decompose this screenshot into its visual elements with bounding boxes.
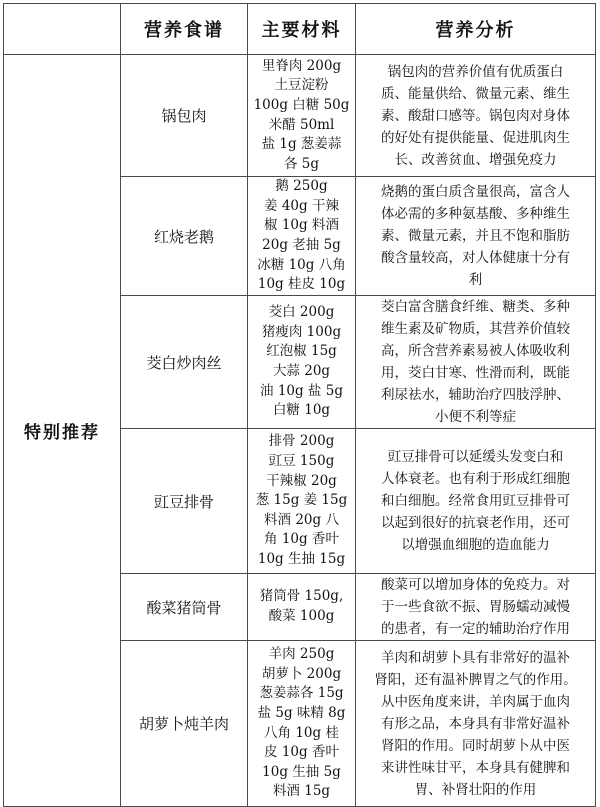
ingredient-line: 10g 桂皮 10g	[257, 276, 346, 293]
analysis-line: 体必需的多种氨基酸、多种维生	[381, 206, 570, 222]
ingredient-line: 排骨 200g	[268, 433, 335, 450]
analysis-line: 的好处有提供能量、促进肌肉生	[381, 129, 570, 146]
ingredient-line: 冰糖 10g 八角	[257, 256, 346, 273]
ingredient-line: 土豆淀粉	[274, 77, 329, 94]
ingredient-line: 猪筒骨 150g,	[259, 588, 344, 605]
ingredient-line: 胡萝卜 200g	[261, 665, 342, 682]
analysis-line: 有形之品，本身具有非常好温补	[381, 715, 570, 732]
analysis-line: 肾阳的作用。同时胡萝卜从中医	[381, 737, 570, 754]
analysis-line: 的患者，有一定的辅助治疗作用	[381, 621, 570, 637]
nutrition-recipe-table	[3, 3, 596, 807]
dish-name: 胡萝卜炖羊肉	[121, 641, 248, 807]
analysis-line: 素、微量元素，并且不饱和脂肪	[381, 228, 570, 244]
dish-name: 豇豆排骨	[121, 429, 248, 574]
ingredient-line: 茭白 200g	[268, 304, 335, 321]
header-recipe: 营养食谱	[121, 4, 248, 55]
ingredient-line: 米醋 50ml	[268, 116, 335, 133]
dish-name: 茭白炒肉丝	[121, 296, 248, 429]
ingredient-line: 红泡椒 15g	[266, 343, 337, 360]
analysis-line: 烧鹅的蛋白质含量很高，富含人	[381, 184, 570, 200]
analysis-line: 于一些食欲不振、胃肠蠕动减慢	[381, 599, 570, 615]
analysis-line: 茭白富含膳食纤维、糖类、多种	[381, 299, 570, 315]
ingredient-line: 酸菜 100g	[268, 608, 335, 624]
category-label: 特别推荐	[4, 55, 121, 807]
ingredient-line: 豇豆 150g	[268, 453, 335, 470]
ingredient-line: 料酒 20g 八	[264, 511, 339, 528]
analysis-line: 素、酸甜口感等。锅包肉对身体	[381, 107, 570, 124]
analysis-line: 豇豆排骨可以延缓头发变白和	[387, 449, 564, 465]
analysis-line: 小便不利等症	[435, 409, 516, 425]
analysis-line: 维生素及矿物质，其营养价值较	[381, 321, 570, 337]
ingredient-line: 葱姜蒜各 15g	[259, 685, 344, 702]
analysis-line: 胃、补肾壮阳的作用	[414, 781, 537, 798]
ingredients-cell	[248, 296, 356, 429]
header-row	[4, 4, 596, 55]
analysis-cell	[356, 641, 596, 807]
analysis-line: 锅包肉的营养价值有优质蛋白	[387, 63, 564, 80]
ingredient-line: 100g 白糖 50g	[253, 96, 350, 113]
ingredient-line: 大蒜 20g	[272, 363, 331, 379]
ingredient-line: 10g 生抽 5g	[262, 763, 341, 780]
analysis-cell	[356, 55, 596, 177]
ingredient-line: 10g 生抽 15g	[257, 550, 346, 567]
ingredient-line: 油 10g 盐 5g	[260, 382, 343, 399]
ingredient-line: 盐 5g 味精 8g	[257, 704, 346, 721]
analysis-line: 肾阳，还有温补脾胃之气的作用。	[374, 671, 577, 688]
analysis-line: 酸菜可以增加身体的免疫力。对	[381, 577, 570, 593]
dish-name: 锅包肉	[121, 55, 248, 177]
ingredient-line: 皮 10g 香叶	[264, 744, 339, 761]
analysis-line: 羊肉和胡萝卜具有非常好的温补	[381, 649, 570, 666]
ingredient-line: 干辣椒 20g	[266, 472, 337, 489]
analysis-line: 用，茭白甘寒、性滑而利，既能	[381, 365, 570, 381]
dish-name: 红烧老鹅	[121, 177, 248, 296]
ingredient-line: 各 5g	[283, 155, 320, 172]
analysis-line: 以起到很好的抗衰老作用，还可	[381, 515, 570, 531]
analysis-cell	[356, 429, 596, 574]
ingredients-cell	[248, 429, 356, 574]
ingredient-line: 盐 1g 葱姜蒜	[261, 136, 342, 153]
analysis-cell	[356, 296, 596, 429]
ingredient-line: 白糖 10g	[272, 402, 331, 419]
ingredient-line: 椒 10g 料酒	[264, 217, 339, 234]
table-row	[4, 55, 596, 177]
ingredient-line: 姜 40g 干辣	[264, 197, 339, 214]
analysis-line: 和白细胞。经常食用豇豆排骨可	[381, 493, 570, 509]
analysis-cell	[356, 177, 596, 296]
analysis-line: 从中医角度来讲，羊肉属于血肉	[381, 693, 570, 710]
ingredient-line: 鹅 250g	[275, 178, 328, 195]
ingredient-line: 里脊肉 200g	[261, 57, 342, 74]
ingredients-cell	[248, 641, 356, 807]
analysis-line: 以增强血细胞的造血能力	[401, 537, 550, 553]
ingredients-cell	[248, 574, 356, 641]
analysis-line: 酸含量较高，对人体健康十分有	[381, 250, 570, 266]
ingredients-cell	[248, 55, 356, 177]
header-category	[4, 4, 121, 55]
analysis-line: 利尿祛水，辅助治疗四肢浮肿、	[381, 387, 570, 403]
analysis-line: 长、改善贫血、增强免疫力	[394, 151, 557, 168]
ingredient-line: 猪瘦肉 100g	[261, 323, 342, 340]
header-analysis: 营养分析	[356, 4, 596, 55]
ingredient-line: 羊肉 250g	[268, 646, 335, 663]
ingredient-line: 角 10g 香叶	[264, 531, 339, 548]
ingredient-line: 葱 15g 姜 15g	[255, 492, 348, 509]
ingredient-line: 八角 10g 桂	[264, 724, 339, 741]
analysis-cell	[356, 574, 596, 641]
ingredient-line: 料酒 15g	[272, 783, 331, 800]
analysis-line: 高，所含营养素易被人体吸收利	[381, 343, 570, 359]
ingredient-line: 20g 老抽 5g	[262, 237, 341, 253]
analysis-line: 利	[468, 272, 483, 288]
dish-name: 酸菜猪筒骨	[121, 574, 248, 641]
analysis-line: 来讲性味甘平，本身具有健脾和	[381, 759, 570, 776]
analysis-line: 人体衰老。也有利于形成红细胞	[381, 471, 570, 487]
header-ingredients: 主要材料	[248, 4, 356, 55]
ingredients-cell	[248, 177, 356, 296]
analysis-line: 质、能量供给、微量元素、维生	[381, 85, 570, 102]
